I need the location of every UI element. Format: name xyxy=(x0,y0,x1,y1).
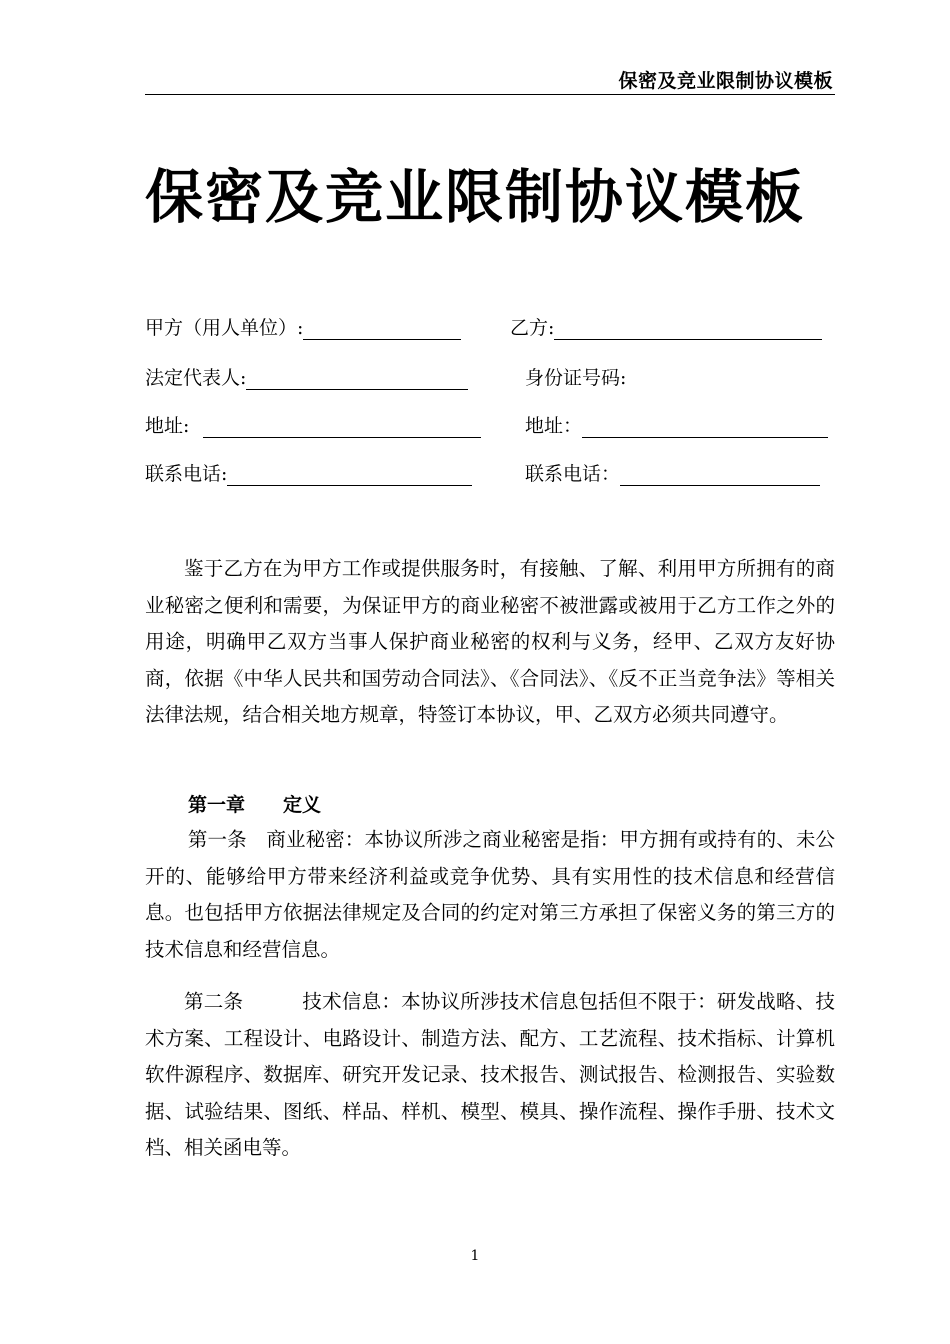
document-title: 保密及竞业限制协议模板 xyxy=(144,163,805,231)
preamble-paragraph: 鉴于乙方在为甲方工作或提供服务时，有接触、了解、利用甲方所拥有的商业秘密之便利和需要，为保证甲方的商业秘密不被泄露或被用于乙方工作之外的用途，明确甲乙双方当事人保护商业秘密的权利与义务，经甲、乙双方友好协商，依据《中华人民共和国劳动合同法》、《合同法》、《反不正当竞争法》等相关法律法规，结合相关地方规章，特签订本协议，甲、乙双方必须共同遵守。 xyxy=(145,557,835,726)
article-2-section xyxy=(145,984,835,1167)
preamble-section xyxy=(145,551,835,734)
phone-b-label: 联系电话： xyxy=(525,463,621,485)
party-row-4 xyxy=(145,459,835,489)
address-b-label: 地址： xyxy=(525,415,583,437)
page-number: 1 xyxy=(470,1248,480,1264)
legal-rep-label: 法定代表人: xyxy=(145,367,247,389)
article-2-paragraph: 第二条 技术信息：本协议所涉技术信息包括但不限于：研发战略、技术方案、工程设计、电路设计、制造方法、配方、工艺流程、技术指标、计算机软件源程序、数据库、研究开发记录、技术报告、测试报告、检测报告、实验数据、试验结果、图纸、样品、样机、模型、模具、操作流程、操作手册、技术文档、相关函电等。 xyxy=(145,990,835,1159)
party-a-label: 甲方（用人单位）: xyxy=(145,317,304,339)
legal-rep-blank[interactable] xyxy=(246,367,468,390)
party-a-blank[interactable] xyxy=(303,317,461,340)
header-title: 保密及竞业限制协议模板 xyxy=(618,70,833,92)
phone-a-blank[interactable] xyxy=(227,463,472,486)
address-b-blank[interactable] xyxy=(582,415,828,438)
party-row-1 xyxy=(145,313,835,343)
chapter-1-heading: 第一章 定义 xyxy=(188,794,322,816)
party-b-blank[interactable] xyxy=(554,317,822,340)
party-row-3 xyxy=(145,411,835,441)
phone-b-blank[interactable] xyxy=(620,463,820,486)
id-number-label: 身份证号码: xyxy=(525,367,627,389)
article-1-section xyxy=(145,822,835,968)
party-row-2 xyxy=(145,363,835,393)
phone-a-label: 联系电话: xyxy=(145,463,228,485)
address-a-blank[interactable] xyxy=(203,415,481,438)
party-b-label: 乙方: xyxy=(510,317,555,339)
article-1-paragraph: 第一条 商业秘密：本协议所涉之商业秘密是指：甲方拥有或持有的、未公开的、能够给甲方带来经济利益或竞争优势、具有实用性的技术信息和经营信息。也包括甲方依据法律规定及合同的约定对第三方承担了保密义务的第三方的技术信息和经营信息。 xyxy=(145,828,835,961)
page-header xyxy=(145,62,835,95)
address-a-label: 地址: xyxy=(145,415,190,437)
